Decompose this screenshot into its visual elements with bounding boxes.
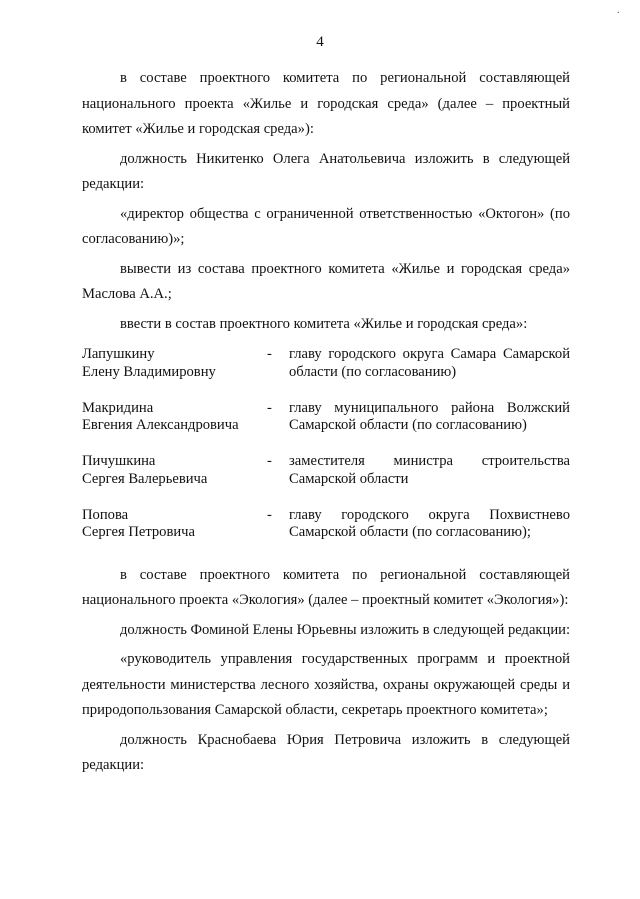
member-name bbox=[82, 453, 267, 488]
member-surname: Попова bbox=[82, 506, 129, 523]
document-body bbox=[82, 66, 570, 783]
member-position bbox=[289, 400, 570, 435]
member-position bbox=[289, 453, 570, 488]
member-position-line2: области (по согласованию) bbox=[289, 363, 457, 380]
member-surname: Пичушкина bbox=[82, 453, 156, 469]
member-given-names: Сергея Петровича bbox=[82, 524, 196, 540]
paragraph: в составе проектного комитета по региональной составляющей национального проекта «Жилье и городская среда» (далее – проектный комитет «Жилье и городская среда»): bbox=[82, 70, 570, 137]
member-position bbox=[289, 346, 570, 381]
member-dash: - bbox=[267, 346, 272, 362]
member-position-line2: Самарской области bbox=[289, 470, 409, 487]
paragraph: должность Краснобаева Юрия Петровича изложить в следующей редакции: bbox=[82, 731, 570, 773]
paragraph: «руководитель управления государственных программ и проектной деятельности министерства лесного хозяйства, охраны окружающей среды и природопользования Самарской области, секретарь проектного комитета»; bbox=[82, 651, 570, 718]
page-number: 4 bbox=[316, 34, 324, 50]
member-row bbox=[82, 507, 570, 542]
member-given-names: Сергея Валерьевича bbox=[82, 470, 208, 487]
member-position-line2: Самарской области (по согласованию) bbox=[289, 417, 527, 433]
paragraph: ввести в состав проектного комитета «Жилье и городская среда»: bbox=[120, 315, 528, 332]
member-given-names: Евгения Александровича bbox=[82, 417, 239, 433]
member-dash: - bbox=[267, 399, 272, 416]
member-name bbox=[82, 400, 267, 435]
paragraph: должность Фоминой Елены Юрьевны изложить в следующей редакции: bbox=[120, 621, 571, 638]
member-dash: - bbox=[267, 506, 272, 523]
member-name bbox=[82, 507, 267, 542]
paragraph: вывести из состава проектного комитета «Жилье и городская среда» Маслова А.А.; bbox=[82, 260, 570, 302]
member-row bbox=[82, 453, 570, 488]
member-surname: Макридина bbox=[82, 399, 154, 416]
member-dash: - bbox=[267, 453, 272, 469]
member-row bbox=[82, 346, 570, 381]
members-table bbox=[82, 346, 570, 542]
member-position-line1: заместителя министра строительства bbox=[289, 453, 570, 469]
paragraph: в составе проектного комитета по региональной составляющей национального проекта «Экология» (далее – проектный комитет «Экология»): bbox=[82, 566, 570, 608]
member-position-line1: главу муниципального района Волжский bbox=[289, 399, 570, 416]
member-position bbox=[289, 507, 570, 542]
member-position-line1: главу городского округа Самара Самарской bbox=[289, 346, 570, 362]
member-position-line1: главу городского округа Похвистнево bbox=[289, 506, 570, 523]
member-row bbox=[82, 400, 570, 435]
corner-mark: · bbox=[616, 8, 620, 19]
member-given-names: Елену Владимировну bbox=[82, 363, 216, 380]
paragraph: «директор общества с ограниченной ответственностью «Октогон» (по согласованию)»; bbox=[82, 205, 570, 247]
member-position-line2: Самарской области (по согласованию); bbox=[289, 524, 531, 540]
member-name bbox=[82, 346, 267, 381]
member-surname: Лапушкину bbox=[82, 346, 155, 362]
paragraph: должность Никитенко Олега Анатольевича изложить в следующей редакции: bbox=[82, 150, 570, 192]
